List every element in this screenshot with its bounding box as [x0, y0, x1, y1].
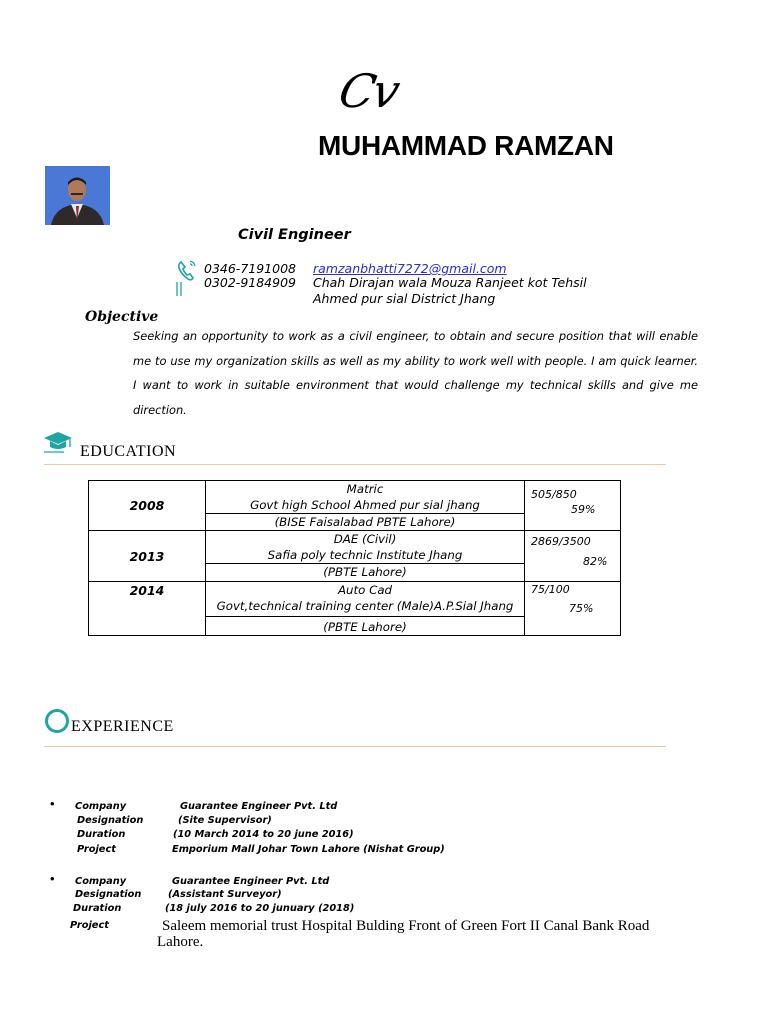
score-cell [525, 481, 621, 531]
degree-title: Matric [346, 482, 384, 496]
bullet-icon: • [50, 796, 55, 811]
circle-icon [44, 708, 70, 734]
table-row [89, 481, 621, 531]
institute-name: Safia poly technic Institute Jhang [267, 548, 463, 562]
company-label: Company [75, 876, 127, 887]
education-heading: EDUCATION [80, 443, 177, 460]
year-cell: 2014 [89, 582, 206, 636]
project-value-line-2: Lahore. [157, 934, 204, 950]
percentage: 75% [569, 602, 594, 615]
duration-value: (10 March 2014 to 20 june 2016) [173, 829, 354, 840]
institute-name: Govt,technical training center (Male)A.P.Sial Jhang [216, 599, 514, 613]
institute-name: Govt high School Ahmed pur sial jhang [250, 498, 480, 512]
details-cell [206, 531, 525, 582]
details-cell [206, 481, 525, 531]
board-name: (PBTE Lahore) [206, 616, 524, 635]
address-line-2: Ahmed pur sial District Jhang [313, 291, 496, 306]
designation-value: (Site Supervisor) [178, 815, 272, 826]
year-cell: 2008 [89, 481, 206, 531]
board-name: (PBTE Lahore) [206, 563, 524, 580]
degree-title: Auto Cad [337, 583, 393, 597]
job-role: Civil Engineer [238, 227, 351, 243]
phone-1: 0346-7191008 [204, 261, 296, 276]
address-line-1: Chah Dirajan wala Mouza Ranjeet kot Tehsil [313, 275, 587, 290]
email-link[interactable]: ramzanbhatti7272@gmail.com [313, 261, 507, 276]
project-label: Project [77, 844, 116, 855]
designation-label: Designation [75, 889, 142, 900]
experience-divider [44, 746, 666, 747]
details-cell [206, 582, 525, 636]
table-row [89, 582, 621, 636]
score-cell [525, 582, 621, 636]
phone-2: 0302-9184909 [204, 275, 296, 290]
duration-label: Duration [77, 829, 126, 840]
marks: 2869/3500 [531, 535, 591, 548]
score-cell [525, 531, 621, 582]
company-label: Company [75, 801, 127, 812]
degree-title: DAE (Civil) [333, 532, 397, 546]
profile-photo [45, 166, 110, 225]
education-divider [44, 464, 666, 465]
table-row [89, 531, 621, 582]
experience-heading: EXPERIENCE [71, 718, 174, 735]
phone-icon [175, 258, 203, 298]
duration-value: (18 july 2016 to 20 junuary (2018) [165, 903, 355, 914]
cv-title: Cv [334, 64, 403, 118]
year-cell: 2013 [89, 531, 206, 582]
bullet-icon: • [50, 871, 55, 886]
designation-value: (Assistant Surveyor) [168, 889, 282, 900]
company-value: Guarantee Engineer Pvt. Ltd [172, 876, 330, 887]
project-label: Project [70, 920, 109, 931]
project-value: Emporium Mall Johar Town Lahore (Nishat Group) [172, 844, 445, 855]
graduation-cap-icon [42, 430, 74, 454]
percentage: 82% [583, 555, 608, 568]
marks: 505/850 [531, 488, 577, 501]
company-value: Guarantee Engineer Pvt. Ltd [180, 801, 338, 812]
objective-text: Seeking an opportunity to work as a civil engineer, to obtain and secure position that will enable me to use my organization skills as well as my ability to work well with people. I am quick learner. I want to work in suitable environment that would challenge my technical skills and give me direction. [133, 329, 698, 417]
marks: 75/100 [531, 583, 570, 596]
objective-heading: Objective [85, 309, 159, 325]
board-name: (BISE Faisalabad PBTE Lahore) [206, 513, 524, 530]
designation-label: Designation [77, 815, 144, 826]
project-value-line-1: Saleem memorial trust Hospital Bulding Front of Green Fort II Canal Bank Road [162, 918, 650, 934]
education-table [88, 480, 621, 636]
duration-label: Duration [73, 903, 122, 914]
percentage: 59% [571, 503, 596, 516]
candidate-name: MUHAMMAD RAMZAN [318, 130, 614, 161]
